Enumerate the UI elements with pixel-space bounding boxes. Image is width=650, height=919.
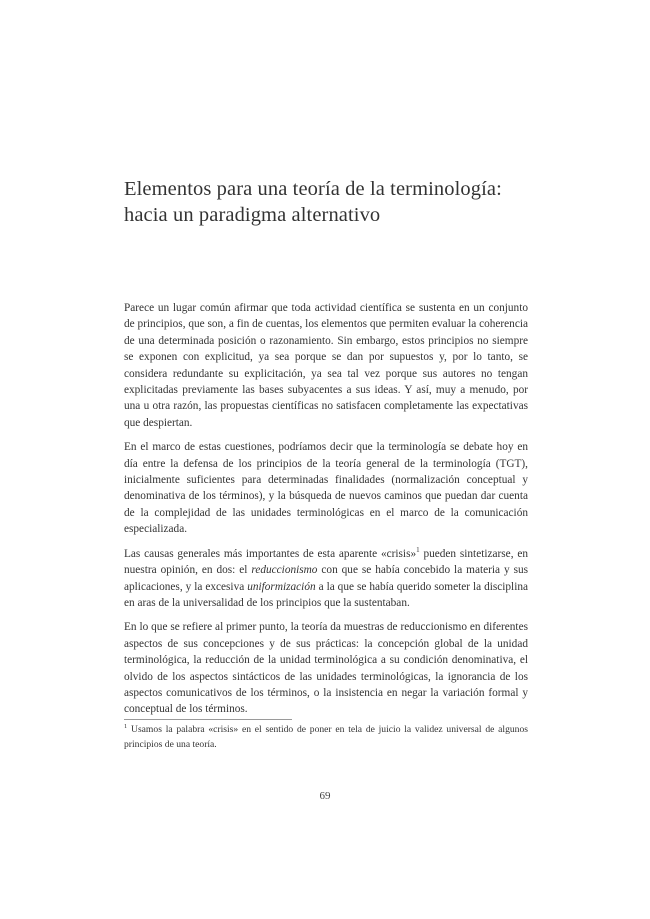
paragraph-4: En lo que se refiere al primer punto, la teoría da muestras de reduccionismo en diferentes aspectos de sus concepciones y de sus prácticas: la concepción global de la unidad terminológica, la reducción de la unidad terminológica a su condición denominativa, el olvido de los aspectos sintácticos de las unidades terminológicas, la ignorancia de los aspectos comunicativos de los términos, o la insistencia en negar la variación formal y conceptual de los términos. xyxy=(124,621,528,716)
paragraph-3-text-d: a la que se había querido someter la disciplina en aras de la universalidad de los principios que la sustentaban. xyxy=(124,580,528,609)
page-number: 69 xyxy=(319,790,331,802)
body-text xyxy=(124,300,528,726)
paragraph-1: Parece un lugar común afirmar que toda actividad científica se sustenta en un conjunto de principios, que son, a fin de cuentas, los elementos que permiten evaluar la coherencia de una determinada posición o razonamiento. Sin embargo, estos principios no siempre se exponen con explicitud, ya sea porque se dan por supuestos y, por lo tanto, se considera redundante su explicitación, ya sea tal vez porque sus autores no tengan explicitadas previamente las bases subyacentes a sus ideas. Y así, muy a menudo, por una u otra razón, las propuestas científicas no satisfacen completamente las expectativas que despiertan. xyxy=(124,302,528,429)
emphasis-reduccionismo: reduccionismo xyxy=(251,564,318,577)
paragraph-2: En el marco de estas cuestiones, podríamos decir que la terminología se debate hoy en día entre la defensa de los principios de la teoría general de la terminología (TGT), inicialmente suficientes para determinadas finalidades (normalización conceptual y denominativa de los términos), y la búsqueda de nuevos caminos que puedan dar cuenta de la complejidad de las unidades terminológicas en el marco de la comunicación especializada. xyxy=(124,441,528,536)
footnote xyxy=(124,723,528,752)
footnote-text: Usamos la palabra «crisis» en el sentido de poner en tela de juicio la validez universal de algunos principios de una teoría. xyxy=(124,724,528,750)
footnote-reference: 1 xyxy=(416,545,420,554)
paragraph-3 xyxy=(124,546,528,612)
footnote-divider xyxy=(124,719,292,720)
paragraph-3-text-a: Las causas generales más importantes de esta aparente «crisis» xyxy=(124,547,417,560)
footnote-marker: 1 xyxy=(124,722,128,730)
emphasis-uniformizacion: uniformización xyxy=(247,580,316,593)
paragraph-3-text-b: pueden sintetizarse, en nuestra opinión, en dos: el xyxy=(124,547,528,577)
paragraph-3-text-c: con que se había concebido la materia y sus aplicaciones, y la excesiva xyxy=(124,564,529,593)
chapter-title: Elementos para una teoría de la terminología: hacia un paradigma alternativo xyxy=(124,178,502,226)
